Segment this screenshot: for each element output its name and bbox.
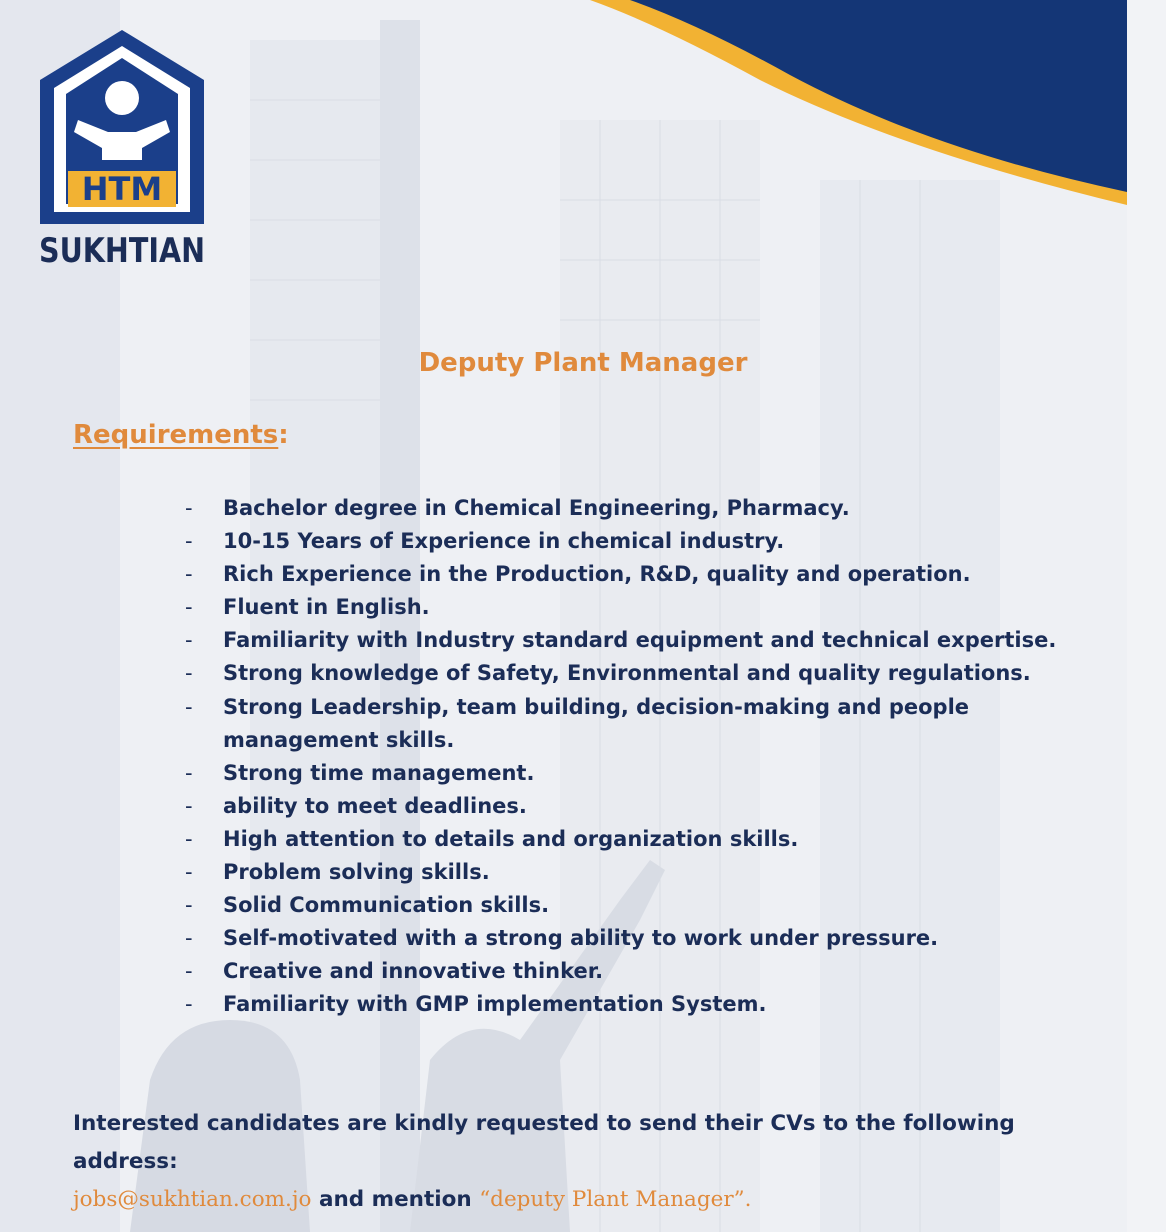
- contact-email-link[interactable]: jobs@sukhtian.com.jo: [73, 1187, 312, 1212]
- requirements-heading-text: Requirements: [73, 420, 279, 450]
- requirement-text: Strong knowledge of Safety, Environmental and quality regulations.: [223, 661, 1031, 686]
- requirement-item: - Strong time management.: [185, 760, 535, 785]
- requirements-list: [185, 492, 1100, 1022]
- contact-middle-text: and mention: [311, 1187, 480, 1212]
- job-title: Deputy Plant Manager: [418, 348, 748, 378]
- requirement-item: - Familiarity with Industry standard equipment and technical expertise.: [185, 628, 1057, 653]
- requirement-item: - Creative and innovative thinker.: [185, 959, 604, 984]
- requirements-heading-colon: :: [278, 420, 289, 450]
- requirement-text: 10-15 Years of Experience in chemical industry.: [223, 529, 785, 554]
- contact-line: [73, 1181, 1113, 1219]
- requirement-text: Familiarity with GMP implementation System.: [223, 992, 767, 1017]
- requirement-text: High attention to details and organization skills.: [223, 826, 799, 851]
- requirement-item: - Strong knowledge of Safety, Environmental and quality regulations.: [185, 661, 1031, 686]
- requirement-text: Strong Leadership, team building, decision-making and people management skills.: [223, 694, 970, 752]
- requirement-text: Rich Experience in the Production, R&D, quality and operation.: [223, 562, 971, 587]
- requirement-item: - 10-15 Years of Experience in chemical industry.: [185, 529, 785, 554]
- requirement-item: - Fluent in English.: [185, 595, 430, 620]
- requirement-item: - Familiarity with GMP implementation System.: [185, 992, 767, 1017]
- requirement-item: - Problem solving skills.: [185, 860, 490, 885]
- requirement-text: Bachelor degree in Chemical Engineering, Pharmacy.: [223, 496, 850, 520]
- requirement-item: - Bachelor degree in Chemical Engineering, Pharmacy.: [185, 496, 850, 520]
- requirement-item: - ability to meet deadlines.: [185, 793, 527, 818]
- svg-text:HTM: HTM: [81, 170, 163, 208]
- requirement-text: Familiarity with Industry standard equipment and technical expertise.: [223, 628, 1057, 653]
- requirement-item: - Self-motivated with a strong ability to work under pressure.: [185, 926, 939, 951]
- requirement-item: - Strong Leadership, team building, decision-making and people management skills.: [185, 694, 970, 752]
- requirement-item: - Solid Communication skills.: [185, 893, 550, 918]
- requirement-item: - High attention to details and organization skills.: [185, 826, 799, 851]
- requirement-text: Self-motivated with a strong ability to work under pressure.: [223, 926, 939, 951]
- contact-section: [73, 1105, 1113, 1219]
- requirement-item: - Rich Experience in the Production, R&D, quality and operation.: [185, 562, 971, 587]
- requirement-text: Problem solving skills.: [223, 860, 490, 885]
- requirements-heading: [73, 420, 289, 450]
- requirement-text: Solid Communication skills.: [223, 893, 550, 918]
- requirement-text: ability to meet deadlines.: [223, 793, 527, 818]
- requirement-text: Strong time management.: [223, 760, 535, 785]
- contact-intro: Interested candidates are kindly requested to send their CVs to the following address:: [73, 1111, 1015, 1174]
- requirement-text: Fluent in English.: [223, 595, 430, 620]
- contact-mention-text: “deputy Plant Manager”.: [479, 1187, 752, 1212]
- htm-sukhtian-logo: [38, 28, 206, 271]
- requirement-text: Creative and innovative thinker.: [223, 959, 604, 984]
- svg-text:SUKHTIAN: SUKHTIAN: [39, 231, 205, 271]
